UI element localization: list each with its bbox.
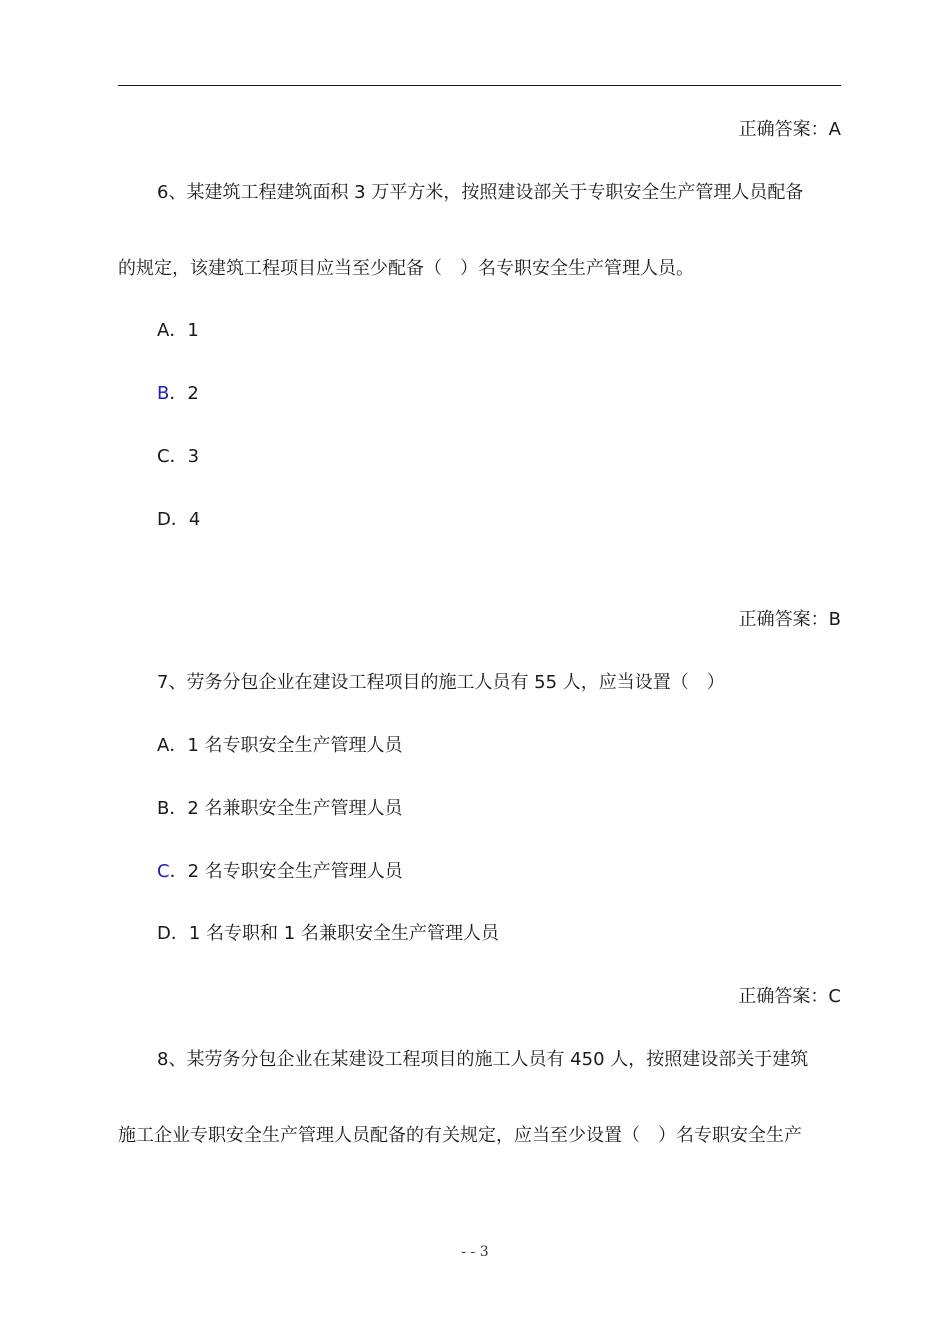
q6-option-c bbox=[157, 445, 199, 469]
q7-stem: 7、劳务分包企业在建设工程项目的施工人员有 55 人，应当设置（ ） bbox=[157, 672, 725, 693]
option-text: ．4 bbox=[170, 509, 201, 530]
option-letter: D bbox=[157, 923, 171, 944]
option-letter: C bbox=[157, 861, 170, 882]
q6-option-d bbox=[157, 508, 200, 532]
option-text: ．1 bbox=[169, 320, 199, 341]
page-number: - - 3 bbox=[461, 1244, 489, 1260]
option-text: ．2 bbox=[169, 383, 199, 404]
q6-option-a bbox=[157, 319, 199, 343]
q6-option-b bbox=[157, 382, 199, 406]
option-letter: D bbox=[157, 509, 171, 530]
q7-option-b bbox=[157, 797, 403, 821]
option-text: ．1 名专职和 1 名兼职安全生产管理人员 bbox=[170, 923, 499, 944]
q8-stem-line2: 施工企业专职安全生产管理人员配备的有关规定，应当至少设置（ ）名专职安全生产 bbox=[118, 1125, 802, 1146]
option-letter: A bbox=[157, 735, 170, 756]
option-letter: B bbox=[157, 383, 170, 404]
option-letter: B bbox=[157, 798, 170, 819]
option-letter: A bbox=[157, 320, 170, 341]
q6-stem-line2: 的规定，该建筑工程项目应当至少配备（ ）名专职安全生产管理人员。 bbox=[118, 258, 694, 279]
q8-stem-line1: 8、某劳务分包企业在某建设工程项目的施工人员有 450 人，按照建设部关于建筑 bbox=[157, 1049, 809, 1070]
q6-stem-line1: 6、某建筑工程建筑面积 3 万平方米，按照建设部关于专职安全生产管理人员配备 bbox=[157, 182, 804, 203]
option-letter: C bbox=[157, 446, 170, 467]
q7-option-a bbox=[157, 734, 403, 758]
option-text: ．1 名专职安全生产管理人员 bbox=[169, 735, 403, 756]
q6-answer: 正确答案：B bbox=[738, 609, 841, 630]
header-rule bbox=[118, 85, 841, 86]
q7-option-d bbox=[157, 922, 499, 946]
option-text: ．2 名兼职安全生产管理人员 bbox=[169, 798, 403, 819]
option-text: ．3 bbox=[169, 446, 200, 467]
q7-option-c bbox=[157, 860, 403, 884]
option-text: ．2 名专职安全生产管理人员 bbox=[169, 861, 403, 882]
q5-answer: 正确答案：A bbox=[738, 119, 841, 140]
q7-answer: 正确答案：C bbox=[738, 986, 841, 1007]
